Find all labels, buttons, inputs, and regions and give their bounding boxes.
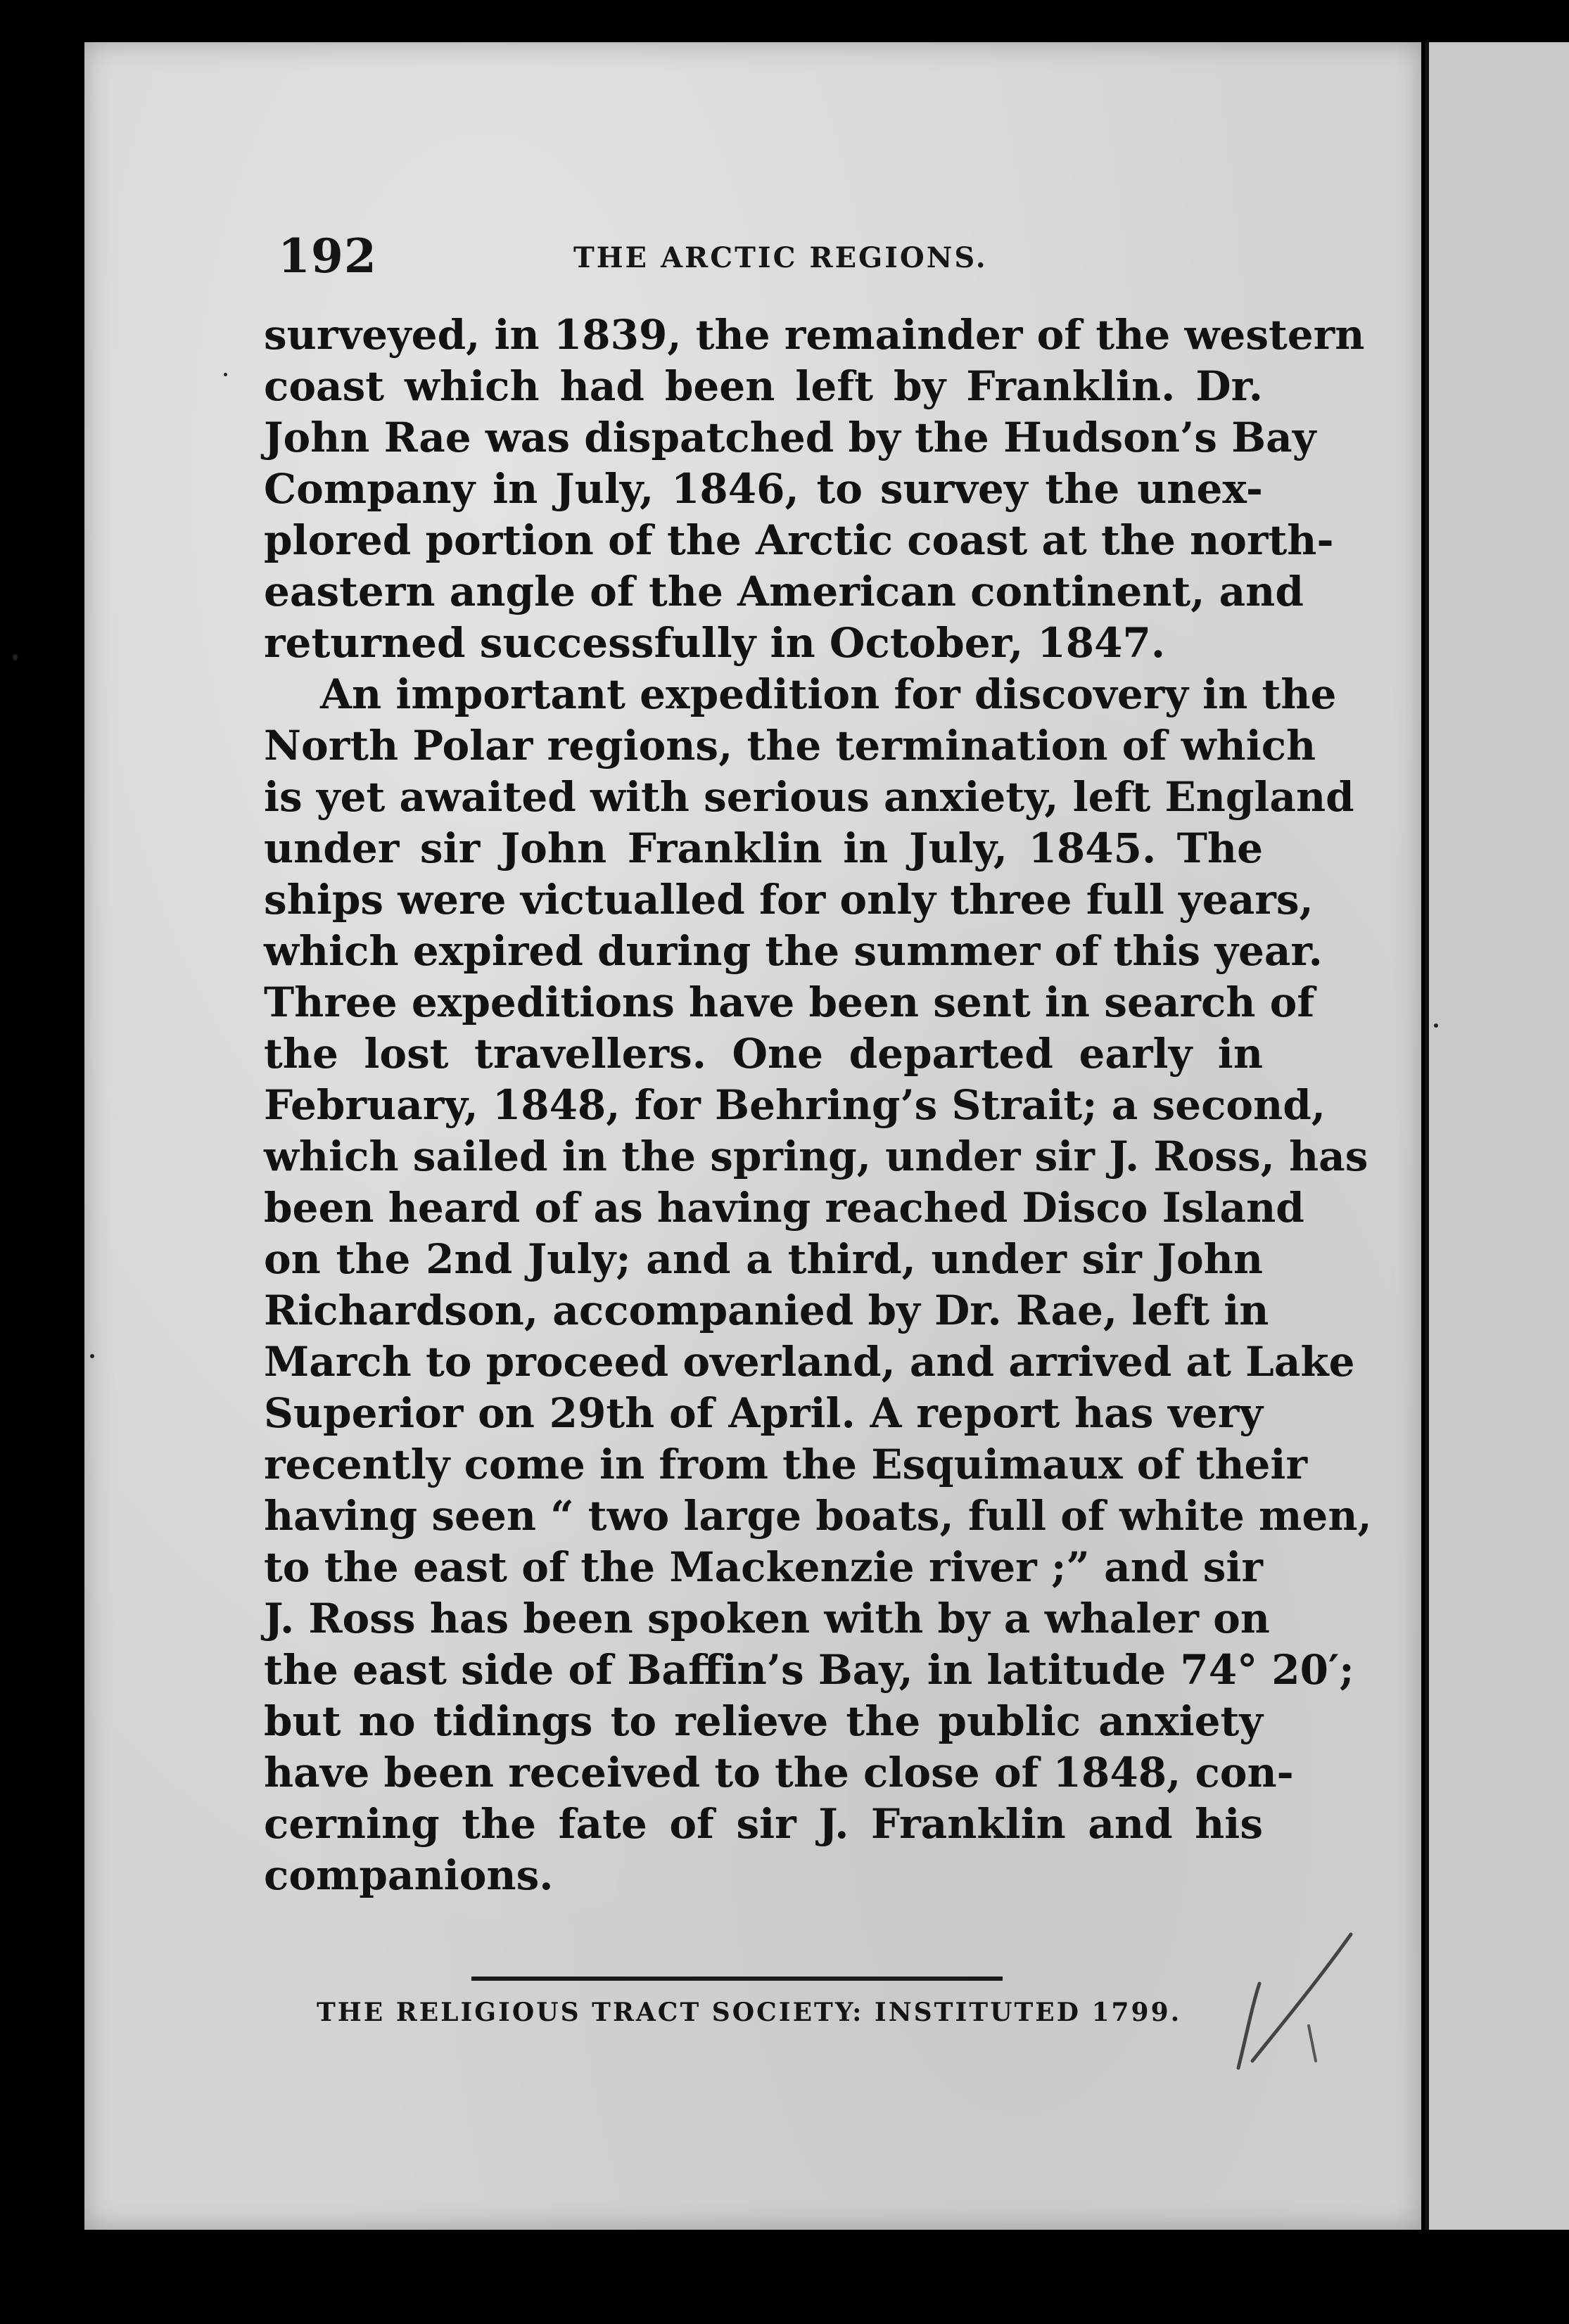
text-line: eastern angle of the American continent, and — [264, 568, 1304, 615]
text-line: to the east of the Mackenzie river ;” and sir — [264, 1543, 1263, 1591]
text-line: returned successfully in October, 1847. — [264, 619, 1166, 667]
running-title: THE ARCTIC REGIONS. — [573, 241, 988, 274]
text-line: which sailed in the spring, under sir J. Ross, has — [264, 1132, 1368, 1180]
text-line: John Rae was dispatched by the Hudson’s Bay — [264, 414, 1316, 461]
pencil-mark-icon — [1210, 1920, 1365, 2082]
text-line: cerning the fate of sir J. Franklin and his — [264, 1800, 1263, 1848]
text-line: been heard of as having reached Disco Island — [264, 1184, 1304, 1232]
text-line: is yet awaited with serious anxiety, left England — [264, 773, 1354, 821]
text-line: but no tidings to relieve the public anxiety — [264, 1697, 1263, 1745]
speck — [13, 654, 18, 660]
text-line: the lost travellers. One departed early in — [264, 1030, 1263, 1078]
body-text — [264, 309, 1372, 1901]
text-line: under sir John Franklin in July, 1845. The — [264, 824, 1263, 872]
text-line: which expired during the summer of this year. — [264, 927, 1323, 975]
speck — [224, 373, 227, 376]
text-line: recently come in from the Esquimaux of their — [264, 1441, 1308, 1488]
text-line: having seen “ two large boats, full of white men, — [264, 1492, 1372, 1540]
text-line: Company in July, 1846, to survey the unex- — [264, 465, 1263, 513]
footer-rule — [471, 1977, 1003, 1981]
text-line: February, 1848, for Behring’s Strait; a second, — [264, 1081, 1326, 1129]
text-line: North Polar regions, the termination of which — [264, 722, 1316, 770]
text-line: companions. — [264, 1851, 554, 1899]
text-line: have been received to the close of 1848, con- — [264, 1749, 1294, 1796]
text-line: Superior on 29th of April. A report has very — [264, 1389, 1263, 1437]
text-line: on the 2nd July; and a third, under sir John — [264, 1235, 1263, 1283]
adjacent-page-edge — [1425, 42, 1569, 2230]
text-line: the east side of Baffin’s Bay, in latitude 74° 20′; — [264, 1646, 1354, 1694]
text-line: J. Ross has been spoken with by a whaler on — [264, 1595, 1270, 1642]
speck — [1434, 1023, 1438, 1028]
page-number: 192 — [278, 229, 377, 283]
text-line: surveyed, in 1839, the remainder of the western — [264, 311, 1365, 359]
text-line: An important expedition for discovery in the — [320, 670, 1337, 718]
text-line: Three expeditions have been sent in search of — [264, 978, 1315, 1026]
footer-imprint: THE RELIGIOUS TRACT SOCIETY: INSTITUTED 1799. — [317, 1998, 1182, 2027]
speck — [90, 1354, 94, 1358]
text-line: coast which had been left by Franklin. Dr. — [264, 362, 1263, 410]
page-header — [278, 229, 1277, 285]
text-line: plored portion of the Arctic coast at the north- — [264, 516, 1334, 564]
text-line: Richardson, accompanied by Dr. Rae, left in — [264, 1286, 1269, 1334]
text-line: ships were victualled for only three full years, — [264, 876, 1314, 924]
text-line: March to proceed overland, and arrived at Lake — [264, 1338, 1355, 1386]
